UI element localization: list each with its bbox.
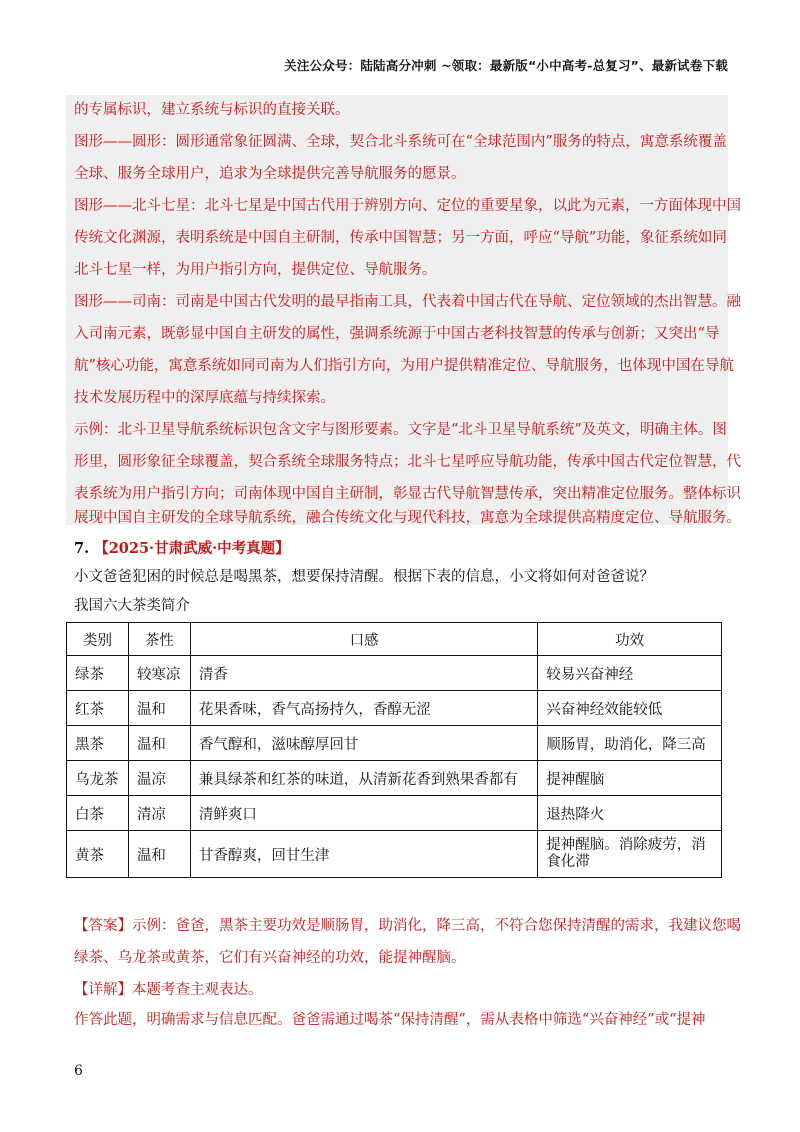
analysis-line: 入司南元素，既彰显中国自主研发的属性，强调系统源于中国古老科技智慧的传承与创新；又突出“导 (74, 326, 720, 342)
answer-line: 【详解】本题考查主观表达。 (74, 982, 263, 998)
page-header: 关注公众号：陆陆高分冲刺 ~领取：最新版“小中高考-总复习”、最新试卷下载 (284, 58, 728, 73)
table-cell: 甘香醇爽，回甘生津 (190, 831, 537, 878)
table-cell: 较寒凉 (128, 656, 190, 691)
table-cell: 温和 (128, 831, 190, 878)
table-cell: 温凉 (128, 761, 190, 796)
table-row (67, 831, 722, 878)
table-cell: 红茶 (67, 691, 129, 726)
analysis-line: 北斗七星一样，为用户指引方向，提供定位、导航服务。 (74, 262, 437, 278)
analysis-line: 示例：北斗卫星导航系统标识包含文字与图形要素。文字是“北斗卫星导航系统”及英文，明确主体。图 (74, 422, 727, 438)
tea-table (66, 622, 722, 878)
analysis-line: 图形——司南：司南是中国古代发明的最早指南工具，代表着中国古代在导航、定位领域的杰出智慧。融 (74, 294, 741, 310)
question-heading (74, 537, 290, 558)
table-cell: 清凉 (128, 796, 190, 831)
table-row (67, 691, 722, 726)
table-cell: 温和 (128, 726, 190, 761)
analysis-line: 全球、服务全球用户，追求为全球提供完善导航服务的愿景。 (74, 166, 466, 182)
analysis-line: 图形——圆形：圆形通常象征圆满、全球，契合北斗系统可在“全球范围内”服务的特点，寓意系统覆盖 (74, 134, 727, 150)
answer-line: 【答案】示例：爸爸，黑茶主要功效是顺肠胃，助消化，降三高，不符合您保持清醒的需求，我建议您喝 (74, 918, 741, 934)
table-title: 我国六大茶类简介 (74, 598, 190, 614)
analysis-line: 传统文化渊源，表明系统是中国自主研制，传承中国智慧；另一方面，呼应“导航”功能，象征系统如同 (74, 230, 727, 246)
table-cell: 提神醒脑 (538, 761, 722, 796)
header-cell: 茶性 (128, 623, 190, 656)
analysis-line: 图形——北斗七星：北斗七星是中国古代用于辨别方向、定位的重要星象，以此为元素，一方面体现中国 (74, 198, 741, 214)
table-cell: 退热降火 (538, 796, 722, 831)
question-text: 小文爸爸犯困的时候总是喝黑茶，想要保持清醒。根据下表的信息，小文将如何对爸爸说？ (74, 569, 654, 585)
table-cell: 黄茶 (67, 831, 129, 878)
question-number: 7. (74, 540, 90, 557)
header-cell: 类别 (67, 623, 129, 656)
table-cell: 兼具绿茶和红茶的味道，从清新花香到熟果香都有 (190, 761, 537, 796)
table-cell: 白茶 (67, 796, 129, 831)
table-header-row (67, 623, 722, 656)
table-row (67, 796, 722, 831)
table-cell: 绿茶 (67, 656, 129, 691)
header-cell: 口感 (190, 623, 537, 656)
table-row (67, 761, 722, 796)
question-source: 【2025·甘肃武威·中考真题】 (94, 540, 290, 557)
analysis-line: 展现中国自主研发的全球导航系统，融合传统文化与现代科技，寓意为全球提供高精度定位、导航服务。 (74, 510, 741, 526)
table-cell: 清香 (190, 656, 537, 691)
table-cell: 乌龙茶 (67, 761, 129, 796)
table-cell: 顺肠胃，助消化，降三高 (538, 726, 722, 761)
table-cell: 温和 (128, 691, 190, 726)
header-cell: 功效 (538, 623, 722, 656)
table-cell: 较易兴奋神经 (538, 656, 722, 691)
analysis-line: 的专属标识，建立系统与标识的直接关联。 (74, 102, 350, 118)
page-number: 6 (74, 1063, 83, 1079)
table-cell: 香气醇和，滋味醇厚回甘 (190, 726, 537, 761)
answer-line: 绿茶、乌龙茶或黄茶，它们有兴奋神经的功效，能提神醒脑。 (74, 950, 466, 966)
table-cell: 花果香味，香气高扬持久，香醇无涩 (190, 691, 537, 726)
analysis-line: 形里，圆形象征全球覆盖，契合系统全球服务特点；北斗七星呼应导航功能，传承中国古代定位智慧，代 (74, 454, 741, 470)
answer-line: 作答此题，明确需求与信息匹配。爸爸需通过喝茶“保持清醒”，需从表格中筛选“兴奋神经”或“提神 (74, 1012, 706, 1028)
analysis-line: 表系统为用户指引方向；司南体现中国自主研制，彰显古代导航智慧传承，突出精准定位服务。整体标识 (74, 486, 741, 502)
analysis-line: 技术发展历程中的深厚底蕴与持续探索。 (74, 390, 335, 406)
analysis-line: 航”核心功能，寓意系统如同司南为人们指引方向，为用户提供精准定位、导航服务，也体现中国在导航 (74, 358, 734, 374)
table-cell: 兴奋神经效能较低 (538, 691, 722, 726)
table-cell: 提神醒脑。消除疲劳，消食化滞 (538, 831, 722, 878)
table-cell: 清鲜爽口 (190, 796, 537, 831)
table-row (67, 656, 722, 691)
table-row (67, 726, 722, 761)
table-cell: 黑茶 (67, 726, 129, 761)
